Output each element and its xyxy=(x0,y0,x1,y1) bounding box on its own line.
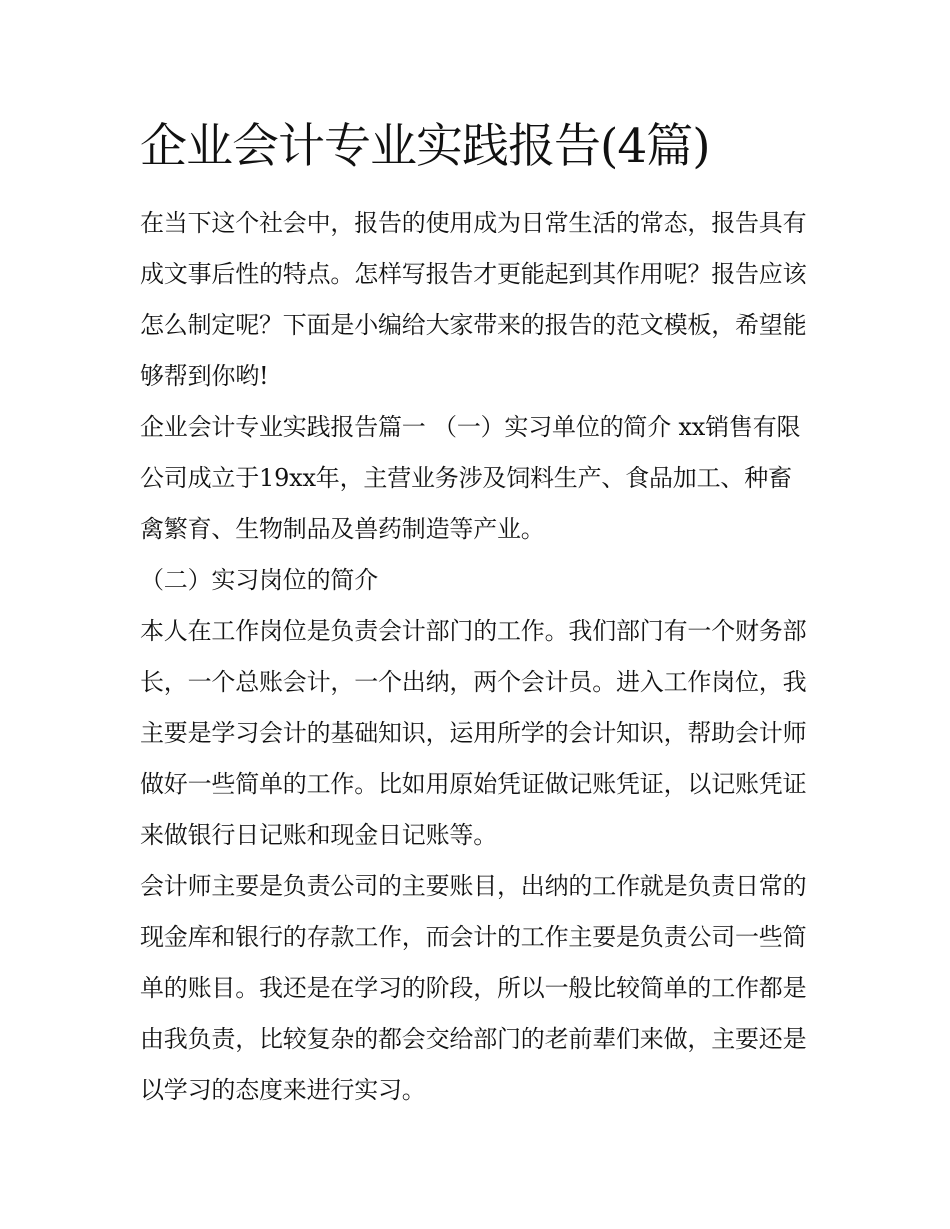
paragraph-intro: 在当下这个社会中，报告的使用成为日常生活的常态，报告具有成文事后性的特点。怎样写报告才更能起到其作用呢？报告应该怎么制定呢？下面是小编给大家带来的报告的范文模板，希望能够帮到你哟! xyxy=(140,209,807,390)
paragraph-position-heading: （二）实习岗位的简介 xyxy=(140,566,378,594)
paragraph-position-duties: 本人在工作岗位是负责会计部门的工作。我们部门有一个财务部长，一个总账会计，一个出纳，两个会计员。进入工作岗位，我主要是学习会计的基础知识，运用所学的会计知识，帮助会计师做好一些简单的工作。比如用原始凭证做记账凭证，以记账凭证来做银行日记账和现金日记账等。 xyxy=(140,617,807,849)
document-title: 企业会计专业实践报告(4篇) xyxy=(140,119,710,174)
paragraph-accountant-duties: 会计师主要是负责公司的主要账目，出纳的工作就是负责日常的现金库和银行的存款工作，而会计的工作主要是负责公司一些简单的账目。我还是在学习的阶段，所以一般比较简单的工作都是由我负责，比较复杂的都会交给部门的老前辈们来做，主要还是以学习的态度来进行实习。 xyxy=(140,872,807,1104)
paragraph-company-intro: 企业会计专业实践报告篇一 （一）实习单位的简介 xx销售有限公司成立于19xx年，主营业务涉及饲料生产、食品加工、种畜禽繁育、生物制品及兽药制造等产业。 xyxy=(140,413,801,543)
document-body xyxy=(140,198,812,1116)
